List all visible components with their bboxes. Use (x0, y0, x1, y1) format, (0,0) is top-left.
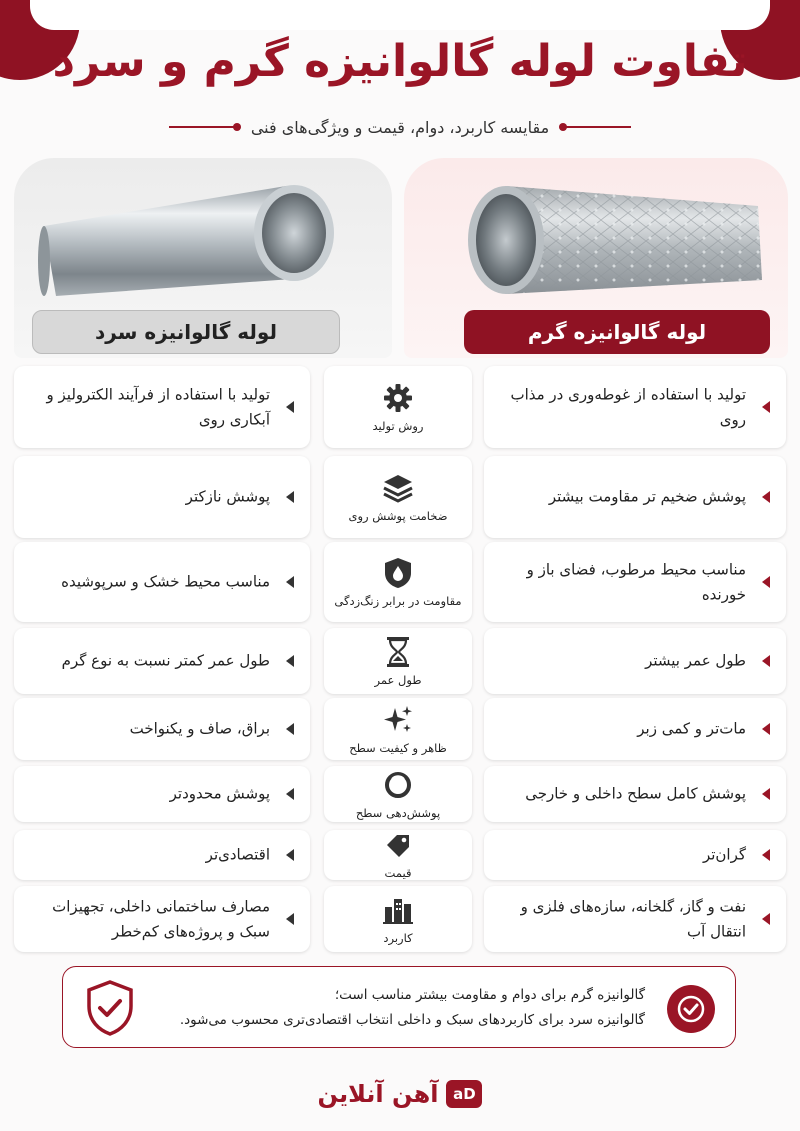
arrow-left-icon (286, 788, 294, 800)
hot-cell-text: طول عمر بیشتر (645, 651, 746, 670)
page-title: تفاوت لوله گالوانیزه گرم و سرد (52, 36, 748, 87)
hot-column-heading: لوله گالوانیزه گرم (464, 310, 770, 354)
hot-cell (484, 628, 786, 694)
criteria-cell (324, 456, 472, 538)
arrow-left-icon (762, 723, 770, 735)
hot-cell-text: پوشش ضخیم تر مقاومت بیشتر (548, 487, 746, 506)
brand-logo (0, 1080, 800, 1108)
criteria-cell (324, 542, 472, 622)
criteria-label: ضخامت پوشش روی (348, 509, 448, 523)
sparkle-icon (381, 703, 415, 737)
arrow-left-icon (762, 913, 770, 925)
hourglass-icon (381, 635, 415, 669)
layers-icon (381, 471, 415, 505)
cold-cell-text: براق، صاف و یکنواخت (129, 719, 270, 738)
summary-note-line-2: گالوانیزه سرد برای کاربردهای سبک و داخلی انتخاب اقتصادی‌تری محسوب می‌شود. (179, 1011, 645, 1028)
hot-cell (484, 366, 786, 448)
arrow-left-icon (286, 723, 294, 735)
hot-cell-text: پوشش کامل سطح داخلی و خارجی (525, 784, 746, 803)
criteria-cell (324, 628, 472, 694)
cold-column-heading: لوله گالوانیزه سرد (32, 310, 340, 354)
arrow-left-icon (286, 849, 294, 861)
arrow-left-icon (286, 655, 294, 667)
comparison-row (14, 366, 786, 448)
building-icon (381, 893, 415, 927)
arrow-left-icon (762, 849, 770, 861)
criteria-label: قیمت (384, 866, 412, 880)
cold-cell (14, 886, 310, 952)
cold-cell-text: مصارف ساختمانی داخلی، تجهیزات سبک و پروژه‌های کم‌خطر (52, 897, 270, 940)
arrow-left-icon (762, 576, 770, 588)
comparison-row (14, 830, 786, 880)
ring-icon (381, 768, 415, 802)
subtitle-divider-left (169, 126, 237, 128)
hot-cell (484, 766, 786, 822)
subtitle-row (0, 114, 800, 140)
hot-cell (484, 698, 786, 760)
arrow-left-icon (286, 401, 294, 413)
hot-cell-text: مناسب محیط مرطوب، فضای باز و خورنده (526, 560, 746, 603)
gear-icon (381, 381, 415, 415)
arrow-left-icon (286, 576, 294, 588)
hot-cell (484, 830, 786, 880)
cold-cell (14, 456, 310, 538)
hot-cell-text: گران‌تر (702, 845, 746, 864)
cold-galvanized-pipe-image (36, 178, 336, 298)
criteria-label: کاربرد (383, 931, 413, 945)
comparison-row (14, 698, 786, 760)
criteria-label: مقاومت در برابر زنگ‌زدگی (334, 594, 462, 608)
hot-cell (484, 886, 786, 952)
summary-note-line-1: گالوانیزه گرم برای دوام و مقاومت بیشتر مناسب است؛ (334, 987, 645, 1003)
page-subtitle: مقایسه کاربرد، دوام، قیمت و ویژگی‌های فنی (250, 117, 550, 137)
cold-cell-text: اقتصادی‌تر (205, 845, 270, 864)
arrow-left-icon (286, 913, 294, 925)
criteria-cell (324, 830, 472, 880)
hot-galvanized-pipe-image (466, 178, 766, 298)
comparison-row (14, 886, 786, 952)
cold-cell-text: پوشش نازکتر (185, 487, 270, 506)
criteria-label: طول عمر (374, 673, 422, 687)
criteria-cell (324, 698, 472, 760)
cold-cell (14, 766, 310, 822)
comparison-row (14, 456, 786, 538)
cold-cell-text: پوشش محدودتر (169, 784, 270, 803)
hot-cell-text: مات‌تر و کمی زبر (637, 719, 746, 738)
hot-cell-text: نفت و گاز، گلخانه، سازه‌های فلزی و انتقال آب (520, 897, 746, 940)
criteria-label: ظاهر و کیفیت سطح (349, 741, 447, 755)
shield-drop-icon (381, 556, 415, 590)
criteria-cell (324, 766, 472, 822)
comparison-row (14, 628, 786, 694)
cold-cell-text: تولید با استفاده از فرآیند الکترولیز و آبکاری روی (46, 385, 270, 428)
cold-cell (14, 366, 310, 448)
comparison-row (14, 766, 786, 822)
cold-cell-text: طول عمر کمتر نسبت به نوع گرم (61, 651, 270, 670)
brand-mark: aD (446, 1080, 482, 1108)
check-circle-icon (667, 985, 715, 1033)
cold-cell (14, 628, 310, 694)
hot-cell (484, 542, 786, 622)
hot-cell (484, 456, 786, 538)
hot-cell-text: تولید با استفاده از غوطه‌وری در مذاب روی (510, 385, 746, 428)
shield-check-icon (85, 979, 135, 1037)
arrow-left-icon (762, 788, 770, 800)
top-band (30, 0, 770, 30)
criteria-cell (324, 366, 472, 448)
summary-note-text (159, 983, 645, 1033)
comparison-row (14, 542, 786, 622)
brand-name: آهن آنلاین (317, 1080, 439, 1108)
cold-cell-text: مناسب محیط خشک و سرپوشیده (61, 572, 270, 591)
arrow-left-icon (762, 401, 770, 413)
summary-note (62, 966, 736, 1048)
price-tag-icon (381, 830, 415, 862)
subtitle-divider-right (563, 126, 631, 128)
arrow-left-icon (286, 491, 294, 503)
cold-cell (14, 830, 310, 880)
cold-cell (14, 698, 310, 760)
arrow-left-icon (762, 491, 770, 503)
cold-cell (14, 542, 310, 622)
criteria-label: روش تولید (372, 419, 424, 433)
criteria-cell (324, 886, 472, 952)
criteria-label: پوشش‌دهی سطح (355, 806, 441, 820)
arrow-left-icon (762, 655, 770, 667)
